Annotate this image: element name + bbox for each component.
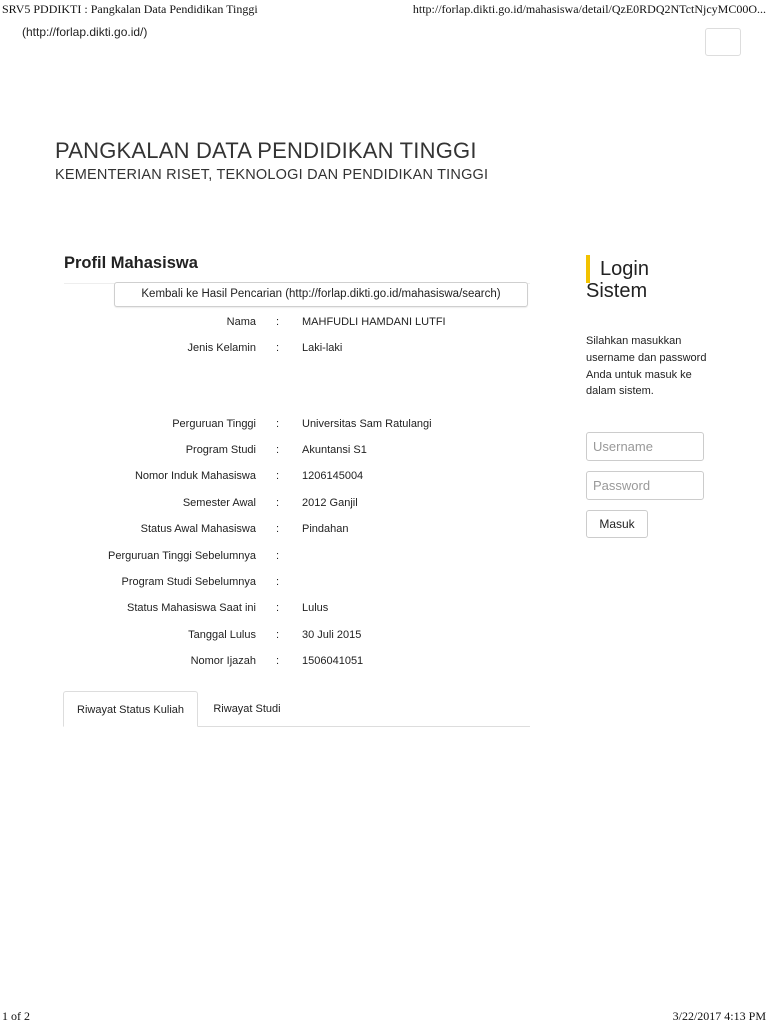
username-input[interactable] — [586, 432, 704, 461]
detail-value: MAHFUDLI HAMDANI LUTFI — [302, 316, 446, 328]
detail-label: Nomor Induk Mahasiswa — [134, 470, 256, 482]
print-datetime: 3/22/2017 4:13 PM — [672, 1009, 766, 1023]
detail-value: 1506041051 — [302, 655, 364, 667]
detail-label: Perguruan Tinggi — [172, 418, 256, 430]
detail-separator: : — [276, 523, 280, 535]
detail-separator: : — [276, 550, 280, 562]
detail-separator: : — [276, 629, 280, 641]
print-page-url: http://forlap.dikti.go.id/mahasiswa/detail/QzE0RDQ2NTctNjcyMC00O... — [412, 2, 766, 16]
detail-label: Status Awal Mahasiswa — [140, 523, 256, 535]
detail-separator: : — [276, 342, 280, 354]
detail-label: Status Mahasiswa Saat ini — [126, 602, 256, 614]
detail-value: Laki-laki — [302, 342, 343, 354]
detail-separator: : — [276, 602, 280, 614]
detail-separator: : — [276, 444, 280, 456]
home-link[interactable]: (http://forlap.dikti.go.id/) — [22, 25, 148, 39]
site-title: PANGKALAN DATA PENDIDIKAN TINGGI — [55, 138, 477, 163]
detail-separator: : — [276, 316, 280, 328]
profile-heading: Profil Mahasiswa — [64, 254, 198, 272]
detail-value: 1206145004 — [302, 470, 364, 482]
login-heading-line2: Sistem — [586, 280, 648, 302]
print-page-title: SRV5 PDDIKTI : Pangkalan Data Pendidikan Tinggi — [2, 2, 258, 16]
detail-separator: : — [276, 497, 280, 509]
detail-label: Jenis Kelamin — [187, 342, 256, 354]
detail-label: Program Studi Sebelumnya — [121, 576, 256, 588]
detail-separator: : — [276, 655, 280, 667]
login-description: Silahkan masukkan username dan password Anda untuk masuk ke dalam sistem. — [586, 335, 707, 398]
site-subtitle: KEMENTERIAN RISET, TEKNOLOGI DAN PENDIDIKAN TINGGI — [55, 167, 489, 183]
detail-value: Akuntansi S1 — [302, 444, 367, 456]
detail-separator: : — [276, 418, 280, 430]
detail-label: Semester Awal — [182, 497, 256, 509]
detail-label: Program Studi — [185, 444, 256, 456]
detail-label: Tanggal Lulus — [188, 629, 256, 641]
tab-riwayat-studi[interactable]: Riwayat Studi — [213, 703, 281, 715]
detail-label: Nama — [226, 316, 256, 328]
login-heading — [586, 258, 649, 302]
tab-riwayat-status-kuliah[interactable]: Riwayat Status Kuliah — [63, 691, 198, 727]
masuk-button[interactable]: Masuk — [586, 510, 648, 538]
detail-label: Nomor Ijazah — [190, 655, 256, 667]
detail-label: Perguruan Tinggi Sebelumnya — [108, 550, 256, 562]
detail-separator: : — [276, 576, 280, 588]
login-heading-line1: Login — [600, 258, 649, 280]
print-page-number: 1 of 2 — [2, 1009, 30, 1023]
detail-separator: : — [276, 470, 280, 482]
detail-value: Pindahan — [302, 523, 349, 535]
detail-value: 2012 Ganjil — [302, 497, 358, 509]
detail-value: Universitas Sam Ratulangi — [302, 418, 432, 430]
detail-value: 30 Juli 2015 — [302, 629, 362, 641]
password-input[interactable] — [586, 471, 704, 500]
menu-toggle-button[interactable] — [705, 28, 741, 56]
detail-value: Lulus — [302, 602, 329, 614]
back-to-search-button[interactable]: Kembali ke Hasil Pencarian (http://forlap.dikti.go.id/mahasiswa/search) — [114, 282, 528, 307]
